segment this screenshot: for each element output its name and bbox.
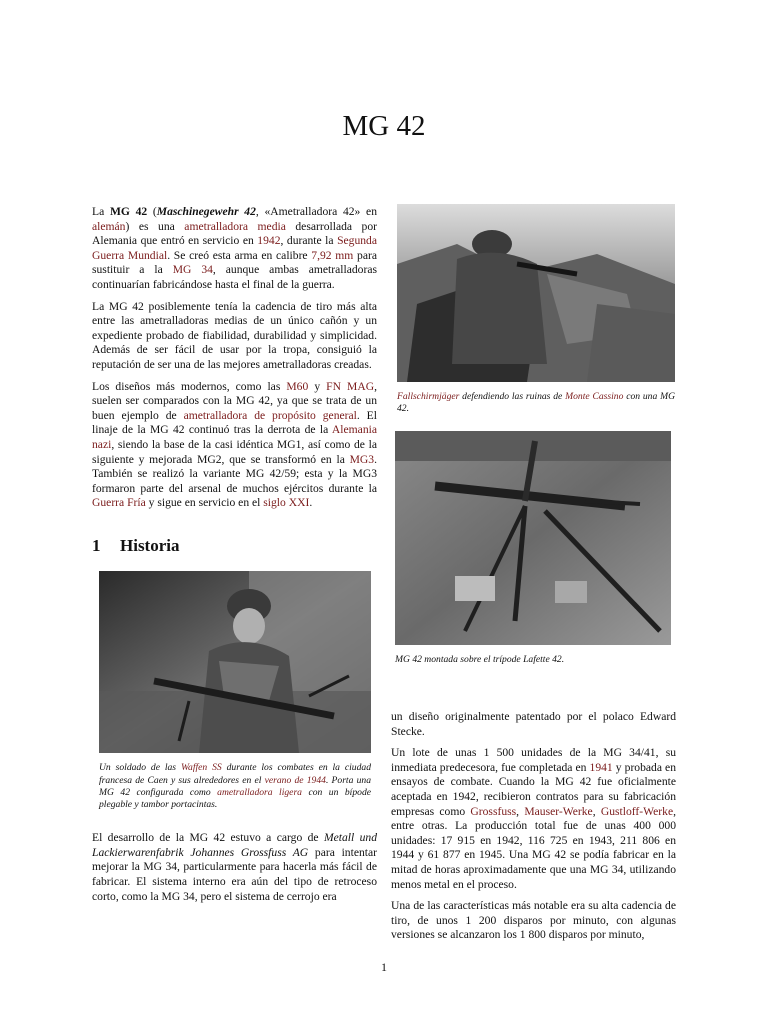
link-monte-cassino[interactable]: Monte Cassino xyxy=(565,391,624,402)
link-siglo-xxi[interactable]: siglo XXI xyxy=(263,496,310,510)
figure-fallschirmjager xyxy=(397,204,675,415)
history-paragraph-1-continued: un diseño originalmente patentado por el polaco Edward Stecke. xyxy=(391,710,676,738)
link-fallschirmjager[interactable]: Fallschirmjäger xyxy=(397,391,460,402)
photo-drawing xyxy=(395,431,671,645)
link-verano-1944[interactable]: verano de 1944 xyxy=(264,774,326,786)
right-column-text xyxy=(391,710,676,950)
link-fn-mag[interactable]: FN MAG xyxy=(326,379,375,393)
link-ametralladora-ligera[interactable]: ametralladora ligera xyxy=(217,786,302,798)
left-column xyxy=(92,205,377,911)
photo-drawing xyxy=(397,204,675,382)
link-segunda-guerra-mundial[interactable]: Segunda Guerra Mundial xyxy=(92,234,377,262)
caption-fallschirmjager: Fallschirmjäger defendiendo las ruinas de Monte Cassino con una MG 42. xyxy=(397,391,675,415)
photo-waffen-ss-soldier xyxy=(99,571,371,753)
caption-waffen-ss-soldier: Un soldado de las Waffen SS durante los combates en la ciudad francesa de Caen y sus alrededores en el verano de 1944. Porta una MG 42 configurada como ametralladora ligera con un bípode plegable y tambor portacintas. xyxy=(99,762,371,811)
photo-drawing xyxy=(99,571,371,753)
section-heading-historia xyxy=(92,535,377,555)
link-1941[interactable]: 1941 xyxy=(589,760,613,774)
page-title: MG 42 xyxy=(342,110,426,142)
link-ametralladora-media[interactable]: ametralladora media xyxy=(184,219,286,233)
link-gustloff-werke[interactable]: Gustloff-Werke xyxy=(600,804,674,818)
link-alemania-nazi[interactable]: Alemania nazi xyxy=(92,423,377,451)
history-paragraph-2: Un lote de unas 1 500 unidades de la MG 34/41, su inmediata predecesora, fue completada en 1941 y probada en ensayos de combate. Cuando la MG 42 fue oficialmente aceptada en 1942, recibieron contratos para su fabricación empresas como Grossfuss, Mauser-Werke, Gustloff-Werke, entre otras. La producción total fue de unas 400 000 unidades: 17 915 en 1942, 116 725 en 1943, 211 806 en 1944 y 61 877 en 1945. Una MG 42 se podía fabricar en la mitad de horas aproximadamente que una MG 34, utilizando menos metal en el proceso. xyxy=(391,746,677,891)
intro-paragraph-3: Los diseños más modernos, como las M60 y FN MAG, suelen ser comparados con la MG 42, ya que se trata de un buen ejemplo de ametralladora de propósito general. El linaje de la MG 42 continuó tras la derrota de la Alemania nazi, siendo la base de la casi idéntica MG1, así como de la siguiente y mejorada MG2, que se transformó en la MG3. También se realizó la variante MG 42/59; esta y la MG3 formaron parte del arsenal de muchos ejércitos durante la Guerra Fría y sigue en servicio en el siglo XXI. xyxy=(92,379,377,510)
intro-paragraph-2: La MG 42 posiblemente tenía la cadencia de tiro más alta entre las ametralladoras medias de un único cañón y un expediente probado de fiabilidad, durabilidad y simplicidad. Además de ser fácil de usar por la tropa, consiguió la reputación de ser una de las mejores ametralladoras creadas. xyxy=(92,299,377,371)
link-m60[interactable]: M60 xyxy=(286,379,309,393)
link-ametralladora-proposito-general[interactable]: ametralladora de propósito general xyxy=(183,408,357,422)
link-792mm[interactable]: 7,92 mm xyxy=(311,248,354,262)
link-mg3[interactable]: MG3 xyxy=(349,452,375,466)
figure-mg42-tripod xyxy=(395,431,671,666)
history-paragraph-3: Una de las características más notable era su alta cadencia de tiro, de unos 1 200 disparos por minuto, con algunas versiones se alcanzaron los 1 800 disparos por minuto, xyxy=(391,899,676,942)
section-title: Historia xyxy=(120,535,180,555)
link-aleman[interactable]: alemán xyxy=(92,219,126,233)
link-mauser-werke[interactable]: Mauser-Werke xyxy=(524,804,593,818)
photo-mg42-tripod xyxy=(395,431,671,645)
right-column xyxy=(391,200,676,689)
link-1942[interactable]: 1942 xyxy=(257,234,281,248)
figure-waffen-ss-soldier xyxy=(99,571,371,811)
caption-mg42-tripod: MG 42 montada sobre el trípode Lafette 42. xyxy=(395,654,565,666)
link-mg34[interactable]: MG 34 xyxy=(172,263,213,277)
link-grossfuss[interactable]: Grossfuss xyxy=(470,804,517,818)
page-number: 1 xyxy=(381,960,387,974)
history-paragraph-1: El desarrollo de la MG 42 estuvo a cargo de Metall und Lackierwarenfabrik Johannes Grossfuss AG para intentar mejorar la MG 34, particularmente para hacerla más fácil de fabricar. El sistema interno era aún del tipo de retroceso corto, como la MG 34, pero el sistema de cerrojo era xyxy=(92,831,378,903)
section-number: 1 xyxy=(92,535,101,555)
intro-paragraph-1: La MG 42 (Maschinegewehr 42, «Ametralladora 42» en alemán) es una ametralladora media desarrollada por Alemania que entró en servicio en 1942, durante la Segunda Guerra Mundial. Se creó esta arma en calibre 7,92 mm para sustituir a la MG 34, aunque ambas ametralladoras continuarían fabricándose hasta el final de la guerra. xyxy=(92,205,378,291)
link-guerra-fria[interactable]: Guerra Fría xyxy=(92,496,146,510)
link-waffen-ss[interactable]: Waffen SS xyxy=(180,762,222,774)
photo-fallschirmjager xyxy=(397,204,675,382)
